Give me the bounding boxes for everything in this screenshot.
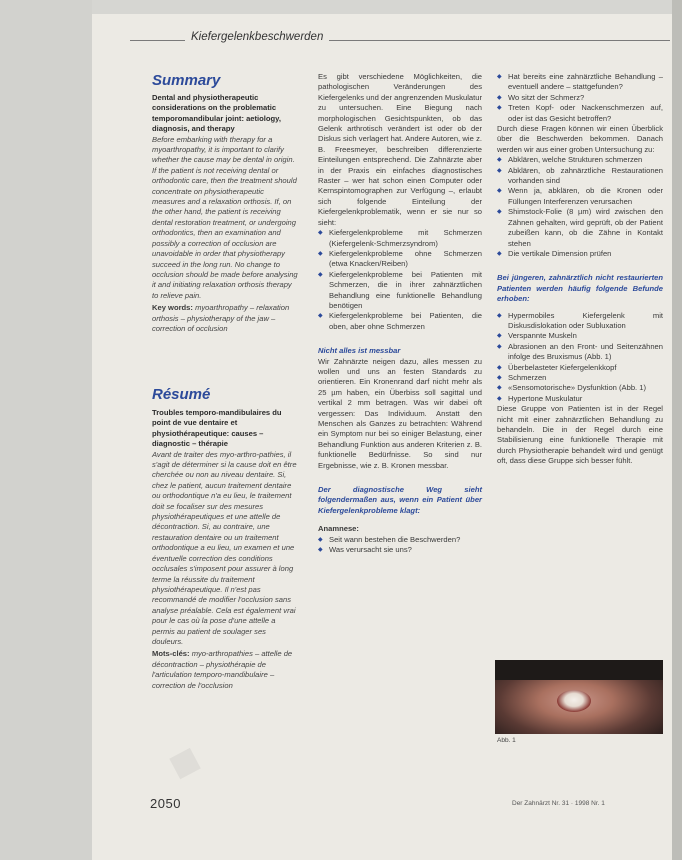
- list-item: ◆ Seit wann bestehen die Beschwerden?: [318, 535, 482, 545]
- resume-keywords-label: Mots-clés:: [152, 649, 190, 659]
- list-item: ◆ «Sensomotorische» Dysfunktion (Abb. 1): [497, 383, 663, 393]
- summary-body: Before embarking with therapy for a myoarthropathy, it is important to clarify whether the cause may be dental in origin. If the patient is not receiving dental or orthodontic care, then the treatment should concentrate on physiotherapeutic measures and a relaxation orthosis. If, on the other hand, the patient is receiving dental restoration treatment, or undergoing orthodontics, then an examination and possibly a correction of occlusion are unavoidable in order that physiotherapy succeed in the long run. No change to occlusion should be made before analysing it and initiating relaxation orthosis therapy to relieve pain.: [152, 134, 298, 300]
- list-item: ◆ Shimstock-Folie (8 µm) wird zwischen den Zähnen gehalten, wird geprüft, ob der Patient zubeißen kann, ob die Zähne in Kontakt stehen: [497, 207, 663, 249]
- list-item: ◆ Kiefergelenkprobleme bei Patienten mit Schmerzen, die in ihrer zahnärztlichen Behandlung eine funktionelle Behandlung benötigen: [318, 270, 482, 312]
- summary-lead: Dental and physiotherapeutic considerations on the problematic temporomandibular joint: aetiology, diagnosis, and therapy: [152, 93, 281, 134]
- scan-left-margin: [0, 0, 92, 860]
- list-item: ◆ Abrasionen an den Front- und Seitenzähnen infolge des Bruxismus (Abb. 1): [497, 342, 663, 363]
- right-column: [497, 72, 663, 467]
- running-header: Kiefergelenkbeschwerden: [185, 31, 329, 43]
- figure-caption: Abb. 1: [497, 737, 516, 744]
- middle-intro: Es gibt verschiedene Möglichkeiten, die pathologischen Veränderungen des Kiefergelenks und der angrenzenden Muskulatur zu untersuchen. Eine Biegung nach morphologischen Gesichtspunkten, ob das Gelenk arthrotisch verändert ist oder ob der Diskus sich verlagert hat. Andere Autoren, wie z. B. Freesmeyer, beschreiben differenzierte Einteilungen entsprechend. Die Zahnärzte aber in der Praxis ein einfaches diagnostisches Raster – wer hat schon einen Computer oder Kernspintomographen zur Verfügung –, erlaubt sich folgende Einteilung der Kiefergelenkproblematik, wenn er sie nur so sieht:: [318, 72, 482, 227]
- right-paragraph-1: Durch diese Fragen können wir einen Überblick über die Beschwerden bekommen. Danach werden wir aus einer groben Untersuchung zu:: [497, 124, 663, 154]
- middle-list-1: [318, 228, 482, 332]
- right-list-3: [497, 311, 663, 405]
- list-item: ◆ Kiefergelenkprobleme ohne Schmerzen (etwa Knacken/Reiben): [318, 249, 482, 270]
- summary-keywords: [152, 303, 298, 334]
- list-item: ◆ Verspannte Muskeln: [497, 331, 663, 341]
- resume-block: [152, 408, 298, 691]
- list-item: ◆ Was verursacht sie uns?: [318, 545, 482, 555]
- list-item: ◆ Die vertikale Dimension prüfen: [497, 249, 663, 259]
- summary-keywords-text: myoarthropathy – relaxation orthosis – physiotherapy of the jaw – correction of occlusion: [152, 303, 290, 333]
- scan-right-edge: [672, 0, 682, 860]
- journal-footer: Der Zahnärzt Nr. 31 · 1998 Nr. 1: [512, 800, 605, 807]
- resume-lead: Troubles temporo-mandibulaires du point de vue dentaire et physiothérapeutique: causes – diagnostic – thérapie: [152, 408, 282, 449]
- list-item: ◆ Schmerzen: [497, 373, 663, 383]
- list-item: ◆ Abklären, welche Strukturen schmerzen: [497, 155, 663, 165]
- list-item: ◆ Wo sitzt der Schmerz?: [497, 93, 663, 103]
- list-item: ◆ Hypermobiles Kiefergelenk mit Diskusdislokation oder Subluxation: [497, 311, 663, 332]
- list-item: ◆ Wenn ja, abklären, ob die Kronen oder Füllungen Interferenzen verursachen: [497, 186, 663, 207]
- list-item: ◆ Abklären, ob zahnärztliche Restaurationen vorhanden sind: [497, 166, 663, 187]
- list-item: ◆ Kiefergelenkprobleme bei Patienten, die oben, aber ohne Schmerzen: [318, 311, 482, 332]
- watermark-stamp: ■: [159, 732, 210, 793]
- list-item: ◆ Hypertone Muskulatur: [497, 394, 663, 404]
- summary-heading: Summary: [152, 72, 221, 89]
- summary-keywords-label: Key words:: [152, 303, 193, 313]
- page-number: 2050: [150, 796, 181, 811]
- list-item: ◆ Überbelasteter Kiefergelenkkopf: [497, 363, 663, 373]
- list-item: ◆ Hat bereits eine zahnärztliche Behandlung – eventuell andere – stattgefunden?: [497, 72, 663, 93]
- list-item: ◆ Kiefergelenkprobleme mit Schmerzen (Kiefergelenk-Schmerzsyndrom): [318, 228, 482, 249]
- resume-heading: Résumé: [152, 386, 211, 403]
- anamnese-label: Anamnese:: [318, 524, 359, 534]
- right-list-1: [497, 72, 663, 124]
- right-callout: Bei jüngeren, zahnärztlich nicht restaurierten Patienten werden häufig folgende Befunde erhoben:: [497, 273, 663, 304]
- middle-list-2: [318, 535, 482, 556]
- middle-subheading: Nicht alles ist messbar: [318, 346, 401, 356]
- patient-photo: [495, 660, 663, 734]
- photo-open-mouth: [557, 690, 591, 712]
- summary-block: [152, 93, 298, 334]
- resume-keywords: [152, 649, 298, 691]
- resume-body: Avant de traiter des myo-arthro-pathies, il s'agit de déterminer si la cause doit en être cherchée ou non au niveau dentaire. Si, chez le patient, aucun traitement dentaire ou orthodontique n'a eu lieu, le traitement doit se focaliser sur des mesures physiothérapeutiques et une attelle de décontraction. Si, au contraire, une restauration dentaire ou un traitement orthodontique a eu lieu, un examen et une éventuelle correction des conditions occlusales s'imposent pour assurer à long terme la réussite du traitement physiothérapeutique. Il n'est pas recommandé de modifier l'occlusion sans analyse préalable. Cela est également vrai pour le cas où la pose d'une attelle a permis au patient de soulager ses douleurs.: [152, 449, 297, 646]
- middle-paragraph-2: Wir Zahnärzte neigen dazu, alles messen zu wollen und uns an festen Standards zu orientieren. Ein Kronenrand darf nicht mehr als 25 µm haben, ein Überbiss soll sagittal und vertikal 2 mm betragen. Was wir dabei oft vergessen: Das Individuum. Anstatt den Menschen als Ganzes zu betrachten: Während ein Symptom nur bei so einiger Belastung, einer Behandlung Funktion aus anderen Kriterien z. B. funktionelle Bedürfnisse. So sind nur Ergebnisse, wie z. B. Kronen messbar.: [318, 356, 482, 470]
- list-item: ◆ Treten Kopf- oder Nackenschmerzen auf, oder ist das Gesicht betroffen?: [497, 103, 663, 124]
- middle-callout: Der diagnostische Weg sieht folgendermaßen aus, wenn ein Patient über Kiefergelenkprobleme klagt:: [318, 485, 482, 515]
- right-list-2: [497, 155, 663, 259]
- photo-hair: [495, 660, 663, 680]
- middle-column: [318, 72, 482, 555]
- right-paragraph-2: Diese Gruppe von Patienten ist in der Regel nicht mit einer zahnärztlichen Behandlung zu behandeln. Die in der Regel durch eine Stabilisierung eine funktionelle Therapie mit durch Physiotherapie behandelt wird und genügt oft, dass diese Gruppe sich besser fühlt.: [497, 404, 663, 466]
- resume-keywords-text: myo-arthropathies – attelle de décontraction – physiothérapie de l'articulation temporo-mandibulaire – correction de l'occlusion: [152, 649, 293, 690]
